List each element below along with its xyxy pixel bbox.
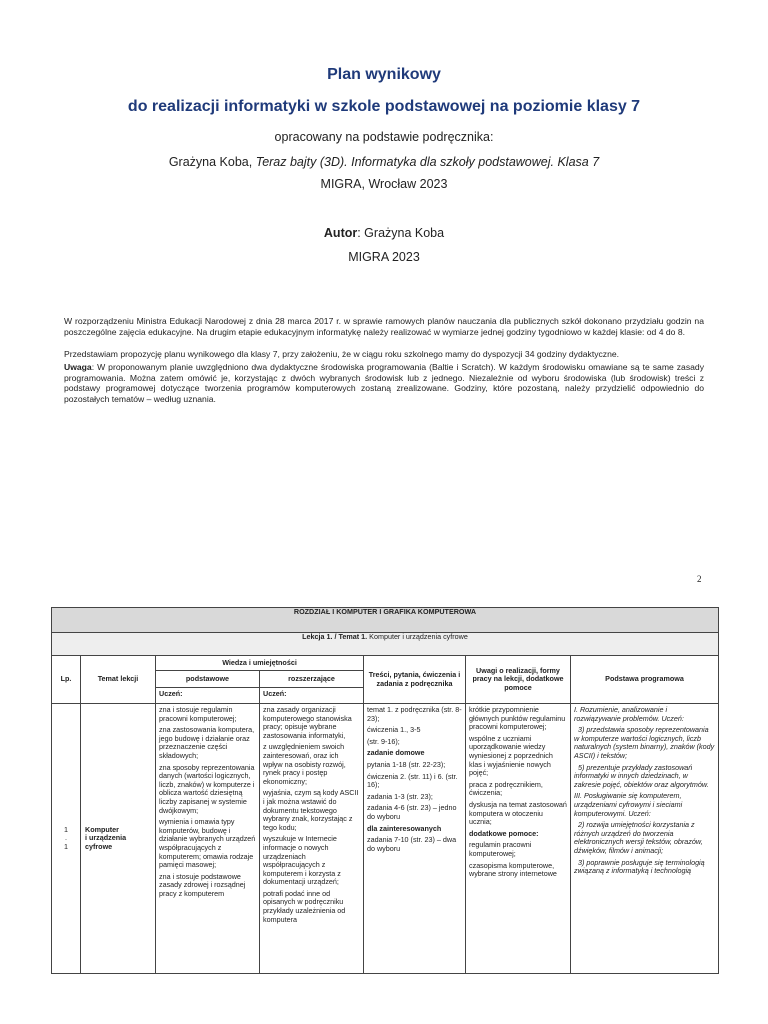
paragraph-note [64,362,704,404]
header-wiedza: Wiedza i umiejętności [156,656,364,671]
textbook-task-item: zadania 4-6 (str. 23) – jedno do wyboru [367,803,457,821]
source-intro: opracowany na podstawie podręcznika: [274,130,494,144]
basic-skill-item: zna sposoby reprezentowania danych (wartości logicznych, liczb, znaków) w komputerze i oblicza wartość dziesiętną liczby zapisanej w systemie dwójkowym; [159,762,255,815]
paragraph-proposal: Przedstawiam propozycję planu wynikowego dla klasy 7, przy założeniu, że w ciągu roku szkolnego mamy do dyspozycji 34 godziny dydaktyczne. [64,349,620,359]
textbook-task-item: pytania 1-18 (str. 22-23); [367,759,446,769]
document-title: Plan wynikowy [327,66,441,83]
header-uczen-extended: Uczeń: [260,688,364,704]
basic-skill-item: zna i stosuje podstawowe zasady zdrowej i rozsądnej pracy z komputerem [159,871,246,898]
teaching-note-item: krótkie przypomnienie głównych punktów regulaminu pracowni komputerowej; [469,705,566,732]
curriculum-item: 3) poprawnie posługuje się terminologią związaną z informatyką i technologią [574,857,707,876]
extended-skill-item: wyjaśnia, czym są kody ASCII i jak można wstawić do dokumentu tekstowego wybrany znak, korzystając z tego kodu; [263,788,359,832]
row-curriculum [571,704,719,974]
curriculum-item: III. Posługiwanie się komputerem, urządzeniami cyfrowymi i sieciami komputerowymi. Uczeń: [574,791,685,818]
teaching-note-item: dodatkowe pomoce: [469,828,539,838]
source-author: Grażyna Koba, [168,155,253,169]
textbook-task-item: zadanie domowe [367,748,425,758]
header-rozszerzajace: rozszerzające [260,671,364,688]
teaching-note-item: wspólne z uczniami uporządkowanie wiedzy wyniesionej z poprzednich klas i wyjaśnienie nowych pojęć; [469,733,553,778]
author-publisher: MIGRA 2023 [348,250,420,264]
source-book-title: Teraz bajty (3D). Informatyka dla szkoły podstawowej. Klasa 7 [255,155,600,169]
header-tresci: Treści, pytania, ćwiczenia i zadania z podręcznika [364,656,466,704]
extended-skill-item: wyszukuje w Internecie informacje o nowych urządzeniach współpracujących z komputerem i korzysta z dokumentacji urządzeń; [263,834,341,887]
header-lp: Lp. [52,656,81,704]
lesson-title: Komputer i urządzenia cyfrowe [367,632,468,641]
teaching-note-item: praca z podręcznikiem, ćwiczenia; [469,779,543,798]
row-lp: 1 . 1 [52,704,81,974]
header-uwagi: Uwagi o realizacji, formy pracy na lekcji, dodatkowe pomoce [466,656,571,704]
header-podstawowe: podstawowe [156,671,260,688]
curriculum-item: 3) przedstawia sposoby reprezentowania w komputerze wartości logicznych, liczb naturalnych (system binarny), znaków (kody ASCII) i tekstów; [574,725,716,760]
header-temat: Temat lekcji [81,656,156,704]
page-number: 2 [697,574,702,584]
textbook-task-item: zadania 1-3 (str. 23); [367,791,433,801]
row-basic-skills [156,704,260,974]
textbook-task-item: temat 1. z podręcznika (str. 8-23); [367,705,462,723]
document-subtitle: do realizacji informatyki w szkole podstawowej na poziomie klasy 7 [127,98,641,115]
teaching-note-item: dyskusja na temat zastosowań komputera w otoczeniu ucznia; [469,799,567,827]
note-text: : W proponowanym planie uwzględniono dwa dydaktyczne środowiska programowania (Baltie i Scratch). W każdym środowisku omawiane są te same zasady programowania. Można zatem omówić je, korzystając z dwóch wybranych środowisk lub z jednego. Niezależnie od wyboru środowiska (lub środowisk) treści z podstawy programowej dotyczące tworzenia programów komputerowych zostaną zrealizowane. Godziny, które pozostaną, należy przydzielić odpowiednio do pozostałych tematów – według uznania. [64,362,704,404]
source-publisher: MIGRA, Wrocław 2023 [320,177,448,191]
extended-skill-item: z uwzględnieniem swoich zainteresowań, oraz ich wpływ na osobisty rozwój, rynek pracy i postęp ekonomiczny; [263,742,346,786]
paragraph-regulation: W rozporządzeniu Ministra Edukacji Narodowej z dnia 28 marca 2017 r. w sprawie ramowych planów nauczania dla publicznych szkół dokonano przydziału godzin na poszczególne zajęcia edukacyjne. Na drugim etapie edukacyjnym informatykę należy realizować w wymiarze jednej godziny tygodniowo w każdej klasie: od 4 do 8. [64,316,704,337]
textbook-task-item: ćwiczenia 1., 3-5 [367,725,421,735]
author-line [0,226,768,240]
teaching-note-item: regulamin pracowni komputerowej; [469,840,532,858]
lesson-prefix: Lekcja 1. / Temat 1. [302,632,368,641]
basic-skill-item: wymienia i omawia typy komputerów, budowę i działanie wybranych urządzeń współpracujących z komputerem; omawia rodzaje pamięci masowej; [159,817,256,870]
curriculum-item: 5) prezentuje przykłady zastosowań informatyki w innych dziedzinach, w zakresie pojęć, obiektów oraz algorytmów. [574,762,709,789]
row-textbook-tasks [364,704,466,974]
note-label: Uwaga [64,362,92,372]
source-book-line [0,155,768,169]
basic-skill-item: zna i stosuje regulamin pracowni komputerowej; [159,705,237,723]
author-name: : Grażyna Koba [357,226,445,240]
curriculum-item: 2) rozwija umiejętności korzystania z różnych urządzeń do tworzenia elektronicznych wersji tekstów, obrazów, dźwięków, filmów i animacji; [574,820,705,855]
row-teaching-notes [466,704,571,974]
header-uczen-basic: Uczeń: [156,688,260,704]
teaching-note-item: czasopisma komputerowe, wybrane strony internetowe [469,860,557,879]
extended-skill-item: zna zasady organizacji komputerowego stanowiska pracy; opisuje wybrane zastosowania informatyki, [263,705,352,740]
curriculum-item: I. Rozumienie, analizowanie i rozwiązywanie problemów. Uczeń: [574,705,684,723]
row-extended-skills [260,704,364,974]
header-podstawa: Podstawa programowa [571,656,719,704]
textbook-task-item: (str. 9-16); [367,736,400,746]
textbook-task-item: dla zainteresowanych [367,823,442,833]
author-label: Autor [323,226,358,240]
lesson-heading [52,633,719,656]
lesson-plan-table [51,607,719,974]
textbook-task-item: ćwiczenia 2. (str. 11) i 6. (str. 16); [367,771,458,790]
row-topic: Komputer i urządzenia cyfrowe [81,704,156,974]
basic-skill-item: zna zastosowania komputera, jego budowę i działanie oraz przeznaczenie części składowych; [159,725,255,760]
chapter-heading: ROZDZIAŁ I KOMPUTER I GRAFIKA KOMPUTEROWA [52,608,719,633]
textbook-task-item: zadania 7-10 (str. 23) – dwa do wyboru [367,835,457,853]
extended-skill-item: potrafi podać inne od opisanych w podręczniku przykłady uzależnienia od komputera [263,888,346,924]
